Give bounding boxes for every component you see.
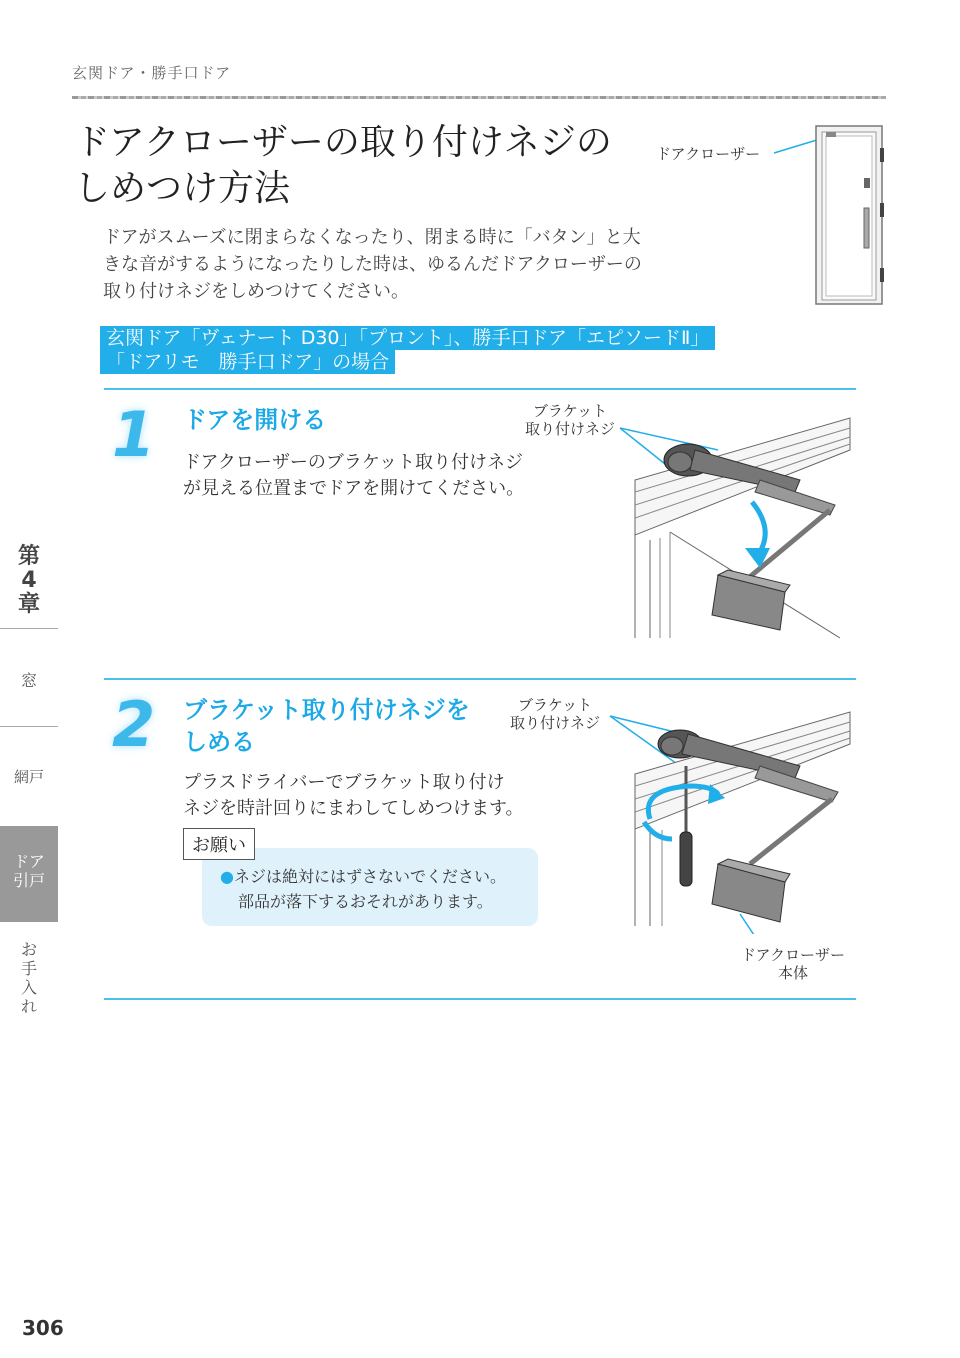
step2-illustration: [600, 704, 855, 934]
header-divider: [72, 96, 886, 99]
care-char3: 入: [20, 978, 37, 997]
step2-callout-line1: ブラケット: [517, 696, 593, 714]
section-label: 玄関ドア・勝手口ドア: [72, 64, 232, 82]
door-closer-label: ドアクローザー: [656, 145, 761, 163]
door-closer-body-callout: [735, 946, 851, 982]
page-title-line2: しめつけ方法: [74, 168, 291, 209]
intro-line3: 取り付けネジをしめつけてください。: [103, 281, 409, 302]
step1-callout-line2: 取り付けネジ: [524, 420, 615, 438]
caution-text: [220, 864, 506, 914]
care-char1: お: [20, 940, 37, 959]
step2-number: 2: [112, 688, 156, 761]
step1-number: 1: [112, 398, 156, 471]
step2-top-rule: [104, 678, 856, 680]
step1-text-line1: ドアクローザーのブラケット取り付けネジ: [183, 452, 524, 473]
caution-line2: 部品が落下するおそれがあります。: [238, 892, 493, 911]
step2-bracket-callout: [505, 696, 605, 732]
condition-line1: 玄関ドア「ヴェナート D30」「プロント」、勝手口ドア「エピソードⅡ」: [100, 326, 715, 350]
bullet-icon: ●: [220, 867, 234, 886]
step1-illustration: [600, 410, 855, 640]
caution-label: お願い: [183, 828, 255, 860]
care-char2: 手: [20, 959, 37, 978]
condition-heading: [100, 326, 715, 374]
step1-top-rule: [104, 388, 856, 390]
step2-text-line2: ネジを時計回りにまわしてしめつけます。: [183, 798, 524, 819]
sidebar-chapter: [0, 545, 58, 617]
body-callout-line1: ドアクローザー: [740, 946, 846, 964]
page-number: 306: [22, 1316, 64, 1340]
sidebar-item-care[interactable]: [0, 940, 58, 1016]
sidebar-divider: [0, 628, 58, 629]
step1-text: [183, 450, 524, 502]
step2-text-line1: プラスドライバーでブラケット取り付け: [183, 772, 505, 793]
intro-line1: ドアがスムーズに閉まらなくなったり、閉まる時に「バタン」と大: [103, 227, 641, 248]
step2-title-line2: しめる: [183, 728, 255, 756]
door-illustration: [760, 118, 890, 310]
step2-title-line1: ブラケット取り付けネジを: [183, 696, 470, 724]
sidebar-door-line2: 引戸: [12, 871, 45, 890]
sidebar-item-screen[interactable]: 網戸: [13, 768, 44, 786]
chapter-char2: 4: [21, 568, 37, 593]
intro-line2: きな音がするようになったりした時は、ゆるんだドアクローザーの: [103, 254, 642, 275]
step2-text: [183, 770, 524, 822]
page-title-line1: ドアクローザーの取り付けネジの: [74, 122, 612, 163]
chapter-char1: 第: [17, 544, 40, 569]
bottom-rule: [104, 998, 856, 1000]
intro-text: [103, 224, 663, 305]
care-char4: れ: [20, 997, 37, 1016]
sidebar-door-line1: ドア: [13, 852, 45, 871]
caution-line1: ネジは絶対にはずさないでください。: [233, 867, 506, 886]
step1-title: ドアを開ける: [183, 406, 327, 434]
sidebar-divider: [0, 726, 58, 727]
body-callout-line2: 本体: [777, 964, 808, 982]
sidebar-item-window[interactable]: 窓: [20, 671, 37, 690]
chapter-char3: 章: [17, 592, 40, 617]
step2-title: [183, 694, 470, 758]
condition-line2: 「ドアリモ 勝手口ドア」の場合: [100, 350, 395, 374]
page-title: [74, 120, 612, 212]
step1-callout-line1: ブラケット: [532, 402, 608, 420]
sidebar-item-door-active[interactable]: [0, 826, 58, 922]
step1-text-line2: が見える位置までドアを開けてください。: [183, 478, 525, 499]
step2-callout-line2: 取り付けネジ: [509, 714, 600, 732]
